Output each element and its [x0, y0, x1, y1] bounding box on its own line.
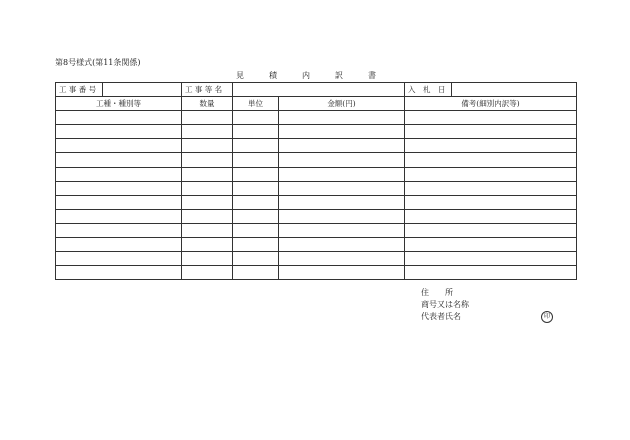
cell-quantity[interactable] [182, 209, 233, 223]
document-title [236, 70, 401, 81]
cell-work-type[interactable] [56, 238, 182, 252]
cell-quantity[interactable] [182, 252, 233, 266]
cell-amount[interactable] [279, 181, 405, 195]
cell-remarks[interactable] [405, 125, 577, 139]
cell-quantity[interactable] [182, 111, 233, 125]
project-number-label: 工 事 番 号 [56, 83, 103, 97]
cell-work-type[interactable] [56, 111, 182, 125]
cell-work-type[interactable] [56, 125, 182, 139]
cell-remarks[interactable] [405, 195, 577, 209]
cell-work-type[interactable] [56, 209, 182, 223]
project-name-value[interactable] [233, 83, 405, 97]
cell-work-type[interactable] [56, 266, 182, 280]
company-name-label: 商号又は名称 [421, 300, 469, 309]
cell-unit[interactable] [233, 266, 279, 280]
form-number: 第8号様式(第11条関係) [55, 58, 141, 67]
cell-amount[interactable] [279, 238, 405, 252]
title-char: 訳 [335, 71, 345, 80]
column-header-work-type: 工種・種別等 [56, 97, 182, 111]
cell-unit[interactable] [233, 252, 279, 266]
cell-amount[interactable] [279, 153, 405, 167]
table-row [56, 195, 577, 209]
cell-unit[interactable] [233, 125, 279, 139]
cell-quantity[interactable] [182, 125, 233, 139]
cell-amount[interactable] [279, 209, 405, 223]
address-label: 住 所 [421, 288, 453, 297]
cell-remarks[interactable] [405, 209, 577, 223]
cell-unit[interactable] [233, 195, 279, 209]
cell-quantity[interactable] [182, 195, 233, 209]
cell-quantity[interactable] [182, 238, 233, 252]
bid-date-value[interactable] [452, 83, 577, 97]
cell-unit[interactable] [233, 111, 279, 125]
cell-work-type[interactable] [56, 195, 182, 209]
title-char: 積 [269, 71, 279, 80]
cell-amount[interactable] [279, 195, 405, 209]
cell-unit[interactable] [233, 181, 279, 195]
column-header-quantity: 数量 [182, 97, 233, 111]
column-header-remarks: 備考(細別内訳等) [405, 97, 577, 111]
estimate-table [55, 82, 577, 280]
cell-remarks[interactable] [405, 167, 577, 181]
cell-work-type[interactable] [56, 181, 182, 195]
cell-remarks[interactable] [405, 223, 577, 237]
cell-remarks[interactable] [405, 238, 577, 252]
cell-amount[interactable] [279, 139, 405, 153]
table-row [56, 181, 577, 195]
cell-unit[interactable] [233, 153, 279, 167]
table-row [56, 153, 577, 167]
cell-amount[interactable] [279, 125, 405, 139]
table-row [56, 111, 577, 125]
cell-unit[interactable] [233, 223, 279, 237]
cell-amount[interactable] [279, 111, 405, 125]
cell-quantity[interactable] [182, 167, 233, 181]
cell-amount[interactable] [279, 266, 405, 280]
table-row [56, 238, 577, 252]
cell-remarks[interactable] [405, 266, 577, 280]
cell-remarks[interactable] [405, 153, 577, 167]
title-char: 内 [302, 71, 312, 80]
cell-quantity[interactable] [182, 153, 233, 167]
cell-work-type[interactable] [56, 139, 182, 153]
column-header-row [56, 97, 577, 111]
representative-label: 代表者氏名 [421, 312, 461, 321]
title-char: 書 [368, 71, 378, 80]
table-row [56, 266, 577, 280]
cell-quantity[interactable] [182, 223, 233, 237]
cell-amount[interactable] [279, 252, 405, 266]
cell-unit[interactable] [233, 139, 279, 153]
cell-remarks[interactable] [405, 111, 577, 125]
table-row [56, 125, 577, 139]
cell-remarks[interactable] [405, 252, 577, 266]
cell-work-type[interactable] [56, 153, 182, 167]
table-row [56, 167, 577, 181]
column-header-unit: 単位 [233, 97, 279, 111]
cell-quantity[interactable] [182, 266, 233, 280]
cell-amount[interactable] [279, 223, 405, 237]
cell-work-type[interactable] [56, 167, 182, 181]
cell-quantity[interactable] [182, 139, 233, 153]
table-row [56, 209, 577, 223]
table-row [56, 139, 577, 153]
info-row [56, 83, 577, 97]
table-row [56, 252, 577, 266]
table-row [56, 223, 577, 237]
cell-work-type[interactable] [56, 252, 182, 266]
project-number-value[interactable] [103, 83, 182, 97]
title-char: 見 [236, 71, 246, 80]
column-header-amount: 金額(円) [279, 97, 405, 111]
project-name-label: 工 事 等 名 [182, 83, 233, 97]
cell-remarks[interactable] [405, 181, 577, 195]
cell-unit[interactable] [233, 167, 279, 181]
cell-quantity[interactable] [182, 181, 233, 195]
cell-remarks[interactable] [405, 139, 577, 153]
cell-unit[interactable] [233, 238, 279, 252]
bid-date-label: 入 札 日 [405, 83, 452, 97]
seal-icon: 印 [541, 311, 553, 323]
cell-work-type[interactable] [56, 223, 182, 237]
cell-amount[interactable] [279, 167, 405, 181]
cell-unit[interactable] [233, 209, 279, 223]
